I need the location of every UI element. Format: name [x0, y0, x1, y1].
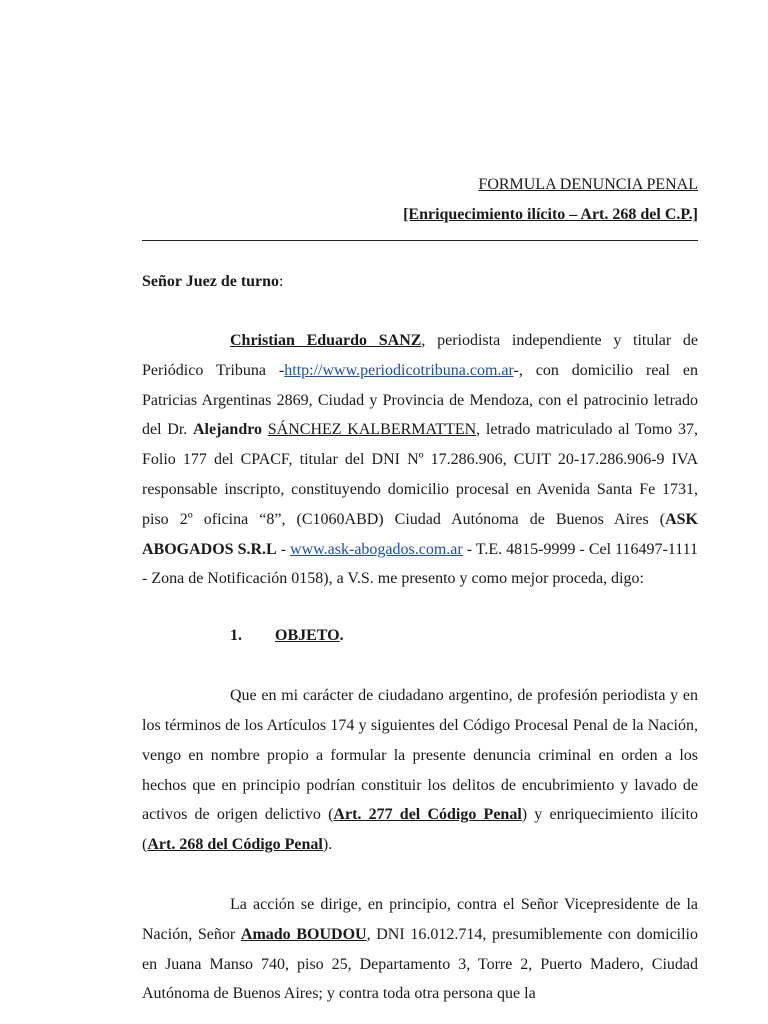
salutation-colon: : [279, 273, 284, 290]
section-objeto [142, 621, 698, 651]
text-segment: -, con domicilio real en Patricias Argentinas 2869, Ciudad y Provincia de Mendoza, con el patrocinio letrado del Dr. [142, 361, 698, 439]
paragraph-accused [142, 890, 698, 1009]
text-segment: , periodista independiente y titular de Periódico Tribuna - [142, 332, 698, 379]
lawyer-first-name: Alejandro [193, 421, 263, 439]
document-subtitle: [Enriquecimiento ilícito – Art. 268 del C.P.] [403, 206, 698, 223]
lawyer-last-name: SÁNCHEZ KALBERMATTEN [267, 421, 477, 439]
section-title: OBJETO [275, 627, 340, 645]
tribuna-link[interactable]: http://www.periodicotribuna.com.ar [284, 361, 514, 379]
text-segment: ). [322, 836, 333, 854]
ask-abogados-link[interactable]: www.ask-abogados.com.ar [290, 540, 463, 558]
text-segment: , letrado matriculado al Tomo 37, Folio 177 del CPACF, titular del DNI Nº 17.286.906, CUIT 20-17.286.906-9 IVA responsable inscripto, constituyendo domicilio procesal en Avenida Santa Fe 1731, piso 2º oficina “8”, (C1060ABD) Ciudad Autónoma de Buenos Aires ( [142, 421, 698, 528]
paragraph-objeto [142, 681, 698, 860]
document-page [142, 170, 698, 1009]
text-segment: - T.E. 4815-9999 - Cel 116497-1111 - Zona de Notificación 0158), a V.S. me presento y como mejor proceda, digo: [142, 540, 698, 588]
law-firm-name: ASK ABOGADOS S.R.L [142, 510, 698, 558]
text-segment: , DNI 16.012.714, presumiblemente con domicilio en Juana Manso 740, piso 25, Departamento 3, Torre 2, Puerto Madero, Ciudad Autónoma de Buenos Aires; y contra toda otra persona que la [142, 925, 699, 1003]
text-segment: Que en mi carácter de ciudadano argentino, de profesión periodista y en los términos de los Artículos 174 y siguientes del Código Procesal Penal de la Nación, vengo en nombre propio a formular la presente denuncia criminal en orden a los hechos que en principio podrían constituir los delitos de encubrimiento y lavado de activos de origen delictivo ( [142, 687, 698, 824]
text-segment: La acción se dirige, en principio, contra el Señor Vicepresidente de la Nación, Señor [142, 895, 698, 943]
section-number: 1. [230, 627, 242, 645]
salutation [142, 267, 698, 297]
document-heading [142, 170, 698, 230]
salutation-text: Señor Juez de turno [142, 273, 280, 290]
plaintiff-name: Christian Eduardo SANZ [230, 332, 422, 349]
heading-divider [142, 240, 698, 241]
section-period: . [339, 627, 344, 645]
paragraph-intro [142, 326, 698, 594]
text-segment: ) y enriquecimiento ilícito ( [142, 806, 699, 854]
accused-name: Amado BOUDOU [240, 925, 367, 943]
article-277-reference: Art. 277 del Código Penal [333, 806, 522, 824]
document-title: FORMULA DENUNCIA PENAL [478, 176, 698, 193]
article-268-reference: Art. 268 del Código Penal [147, 836, 323, 854]
text-segment: - [276, 540, 291, 558]
